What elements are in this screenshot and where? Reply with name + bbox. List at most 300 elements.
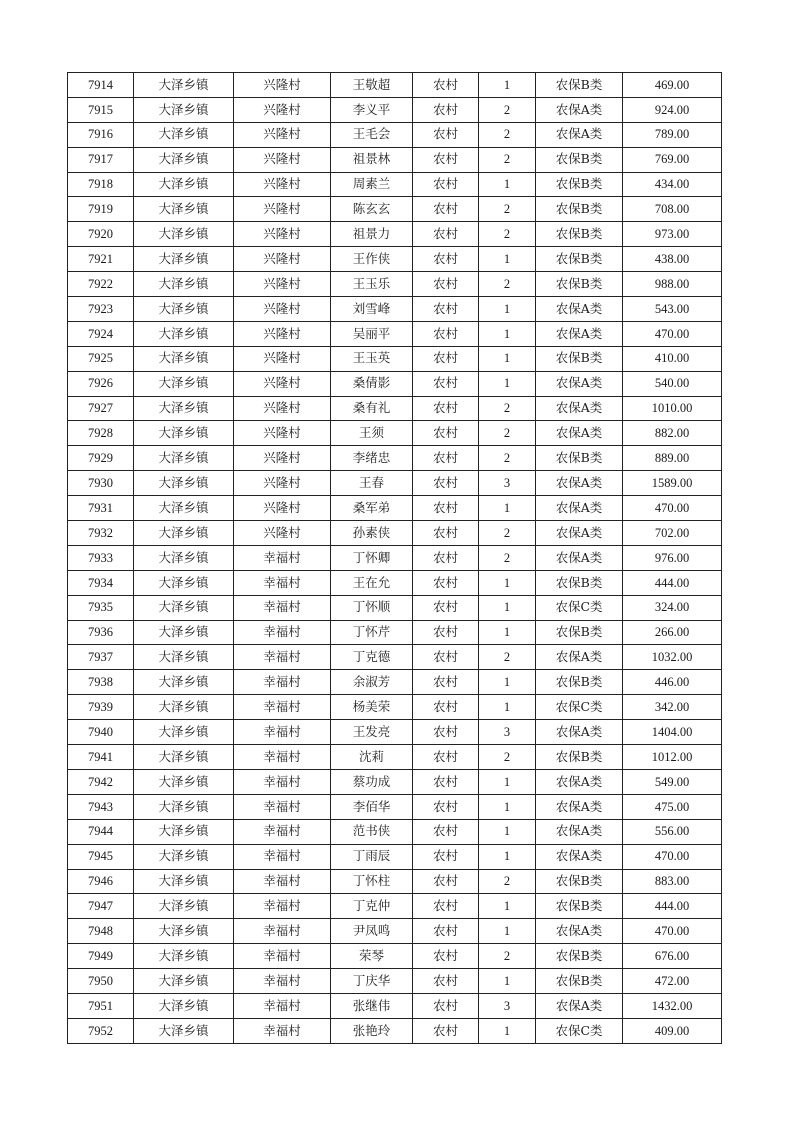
amount-cell: 1032.00 (623, 645, 722, 670)
village-cell: 兴隆村 (234, 471, 331, 496)
table-row (68, 97, 722, 122)
table-row (68, 1018, 722, 1043)
household-type-cell: 农村 (413, 346, 479, 371)
household-type-cell: 农村 (413, 645, 479, 670)
village-cell: 幸福村 (234, 545, 331, 570)
record-id-cell: 7931 (68, 496, 134, 521)
household-type-cell: 农村 (413, 471, 479, 496)
name-cell: 王玉英 (331, 346, 413, 371)
amount-cell: 676.00 (623, 944, 722, 969)
person-count-cell: 1 (479, 172, 536, 197)
amount-cell: 540.00 (623, 371, 722, 396)
name-cell: 蔡功成 (331, 769, 413, 794)
town-cell: 大泽乡镇 (134, 794, 234, 819)
amount-cell: 470.00 (623, 844, 722, 869)
household-type-cell: 农村 (413, 122, 479, 147)
town-cell: 大泽乡镇 (134, 919, 234, 944)
record-id-cell: 7922 (68, 272, 134, 297)
town-cell: 大泽乡镇 (134, 695, 234, 720)
town-cell: 大泽乡镇 (134, 321, 234, 346)
name-cell: 张继伟 (331, 993, 413, 1018)
person-count-cell: 1 (479, 894, 536, 919)
town-cell: 大泽乡镇 (134, 496, 234, 521)
table-row (68, 894, 722, 919)
insurance-category-cell: 农保A类 (536, 421, 623, 446)
village-cell: 幸福村 (234, 944, 331, 969)
household-type-cell: 农村 (413, 969, 479, 994)
amount-cell: 410.00 (623, 346, 722, 371)
village-cell: 兴隆村 (234, 122, 331, 147)
household-type-cell: 农村 (413, 371, 479, 396)
insurance-category-cell: 农保B类 (536, 620, 623, 645)
insurance-category-cell: 农保B类 (536, 745, 623, 770)
household-type-cell: 农村 (413, 695, 479, 720)
insurance-category-cell: 农保B类 (536, 147, 623, 172)
village-cell: 幸福村 (234, 620, 331, 645)
record-id-cell: 7944 (68, 819, 134, 844)
town-cell: 大泽乡镇 (134, 346, 234, 371)
amount-cell: 470.00 (623, 496, 722, 521)
insurance-category-cell: 农保A类 (536, 720, 623, 745)
record-id-cell: 7933 (68, 545, 134, 570)
household-type-cell: 农村 (413, 993, 479, 1018)
household-type-cell: 农村 (413, 247, 479, 272)
amount-cell: 1432.00 (623, 993, 722, 1018)
household-type-cell: 农村 (413, 869, 479, 894)
table-row (68, 346, 722, 371)
town-cell: 大泽乡镇 (134, 222, 234, 247)
amount-cell: 324.00 (623, 595, 722, 620)
record-id-cell: 7927 (68, 396, 134, 421)
person-count-cell: 1 (479, 1018, 536, 1043)
amount-cell: 342.00 (623, 695, 722, 720)
village-cell: 幸福村 (234, 745, 331, 770)
insurance-category-cell: 农保B类 (536, 73, 623, 98)
name-cell: 杨美荣 (331, 695, 413, 720)
record-id-cell: 7937 (68, 645, 134, 670)
name-cell: 丁雨辰 (331, 844, 413, 869)
record-id-cell: 7948 (68, 919, 134, 944)
table-row (68, 720, 722, 745)
name-cell: 尹凤鸣 (331, 919, 413, 944)
insurance-category-cell: 农保B类 (536, 570, 623, 595)
record-id-cell: 7936 (68, 620, 134, 645)
amount-cell: 469.00 (623, 73, 722, 98)
person-count-cell: 2 (479, 272, 536, 297)
village-cell: 兴隆村 (234, 272, 331, 297)
record-id-cell: 7945 (68, 844, 134, 869)
name-cell: 丁怀芹 (331, 620, 413, 645)
person-count-cell: 1 (479, 844, 536, 869)
household-type-cell: 农村 (413, 894, 479, 919)
table-row (68, 147, 722, 172)
record-id-cell: 7951 (68, 993, 134, 1018)
insurance-category-cell: 农保A类 (536, 122, 623, 147)
household-type-cell: 农村 (413, 794, 479, 819)
town-cell: 大泽乡镇 (134, 620, 234, 645)
household-type-cell: 农村 (413, 919, 479, 944)
person-count-cell: 1 (479, 321, 536, 346)
insurance-category-cell: 农保B类 (536, 869, 623, 894)
village-cell: 兴隆村 (234, 172, 331, 197)
table-row (68, 222, 722, 247)
record-id-cell: 7934 (68, 570, 134, 595)
table-row (68, 545, 722, 570)
household-type-cell: 农村 (413, 321, 479, 346)
amount-cell: 708.00 (623, 197, 722, 222)
table-row (68, 570, 722, 595)
village-cell: 幸福村 (234, 645, 331, 670)
name-cell: 刘雪峰 (331, 297, 413, 322)
record-id-cell: 7919 (68, 197, 134, 222)
amount-cell: 1012.00 (623, 745, 722, 770)
household-type-cell: 农村 (413, 595, 479, 620)
household-type-cell: 农村 (413, 396, 479, 421)
insurance-category-cell: 农保A类 (536, 496, 623, 521)
person-count-cell: 1 (479, 595, 536, 620)
table-row (68, 695, 722, 720)
table-row (68, 122, 722, 147)
person-count-cell: 2 (479, 545, 536, 570)
village-cell: 兴隆村 (234, 371, 331, 396)
amount-cell: 434.00 (623, 172, 722, 197)
name-cell: 丁怀顺 (331, 595, 413, 620)
amount-cell: 789.00 (623, 122, 722, 147)
village-cell: 幸福村 (234, 869, 331, 894)
town-cell: 大泽乡镇 (134, 993, 234, 1018)
town-cell: 大泽乡镇 (134, 122, 234, 147)
name-cell: 丁克仲 (331, 894, 413, 919)
household-type-cell: 农村 (413, 73, 479, 98)
village-cell: 兴隆村 (234, 247, 331, 272)
town-cell: 大泽乡镇 (134, 720, 234, 745)
village-cell: 兴隆村 (234, 446, 331, 471)
name-cell: 荣琴 (331, 944, 413, 969)
table-row (68, 272, 722, 297)
table-row (68, 944, 722, 969)
record-id-cell: 7949 (68, 944, 134, 969)
amount-cell: 1404.00 (623, 720, 722, 745)
person-count-cell: 1 (479, 371, 536, 396)
person-count-cell: 1 (479, 695, 536, 720)
insurance-category-cell: 农保B类 (536, 670, 623, 695)
records-table (67, 72, 722, 1044)
person-count-cell: 1 (479, 346, 536, 371)
town-cell: 大泽乡镇 (134, 471, 234, 496)
village-cell: 兴隆村 (234, 421, 331, 446)
household-type-cell: 农村 (413, 844, 479, 869)
amount-cell: 1589.00 (623, 471, 722, 496)
person-count-cell: 2 (479, 944, 536, 969)
record-id-cell: 7952 (68, 1018, 134, 1043)
town-cell: 大泽乡镇 (134, 396, 234, 421)
record-id-cell: 7930 (68, 471, 134, 496)
household-type-cell: 农村 (413, 819, 479, 844)
person-count-cell: 1 (479, 570, 536, 595)
table-row (68, 869, 722, 894)
name-cell: 吴丽平 (331, 321, 413, 346)
person-count-cell: 2 (479, 521, 536, 546)
record-id-cell: 7950 (68, 969, 134, 994)
name-cell: 王玉乐 (331, 272, 413, 297)
insurance-category-cell: 农保A类 (536, 297, 623, 322)
name-cell: 李绪忠 (331, 446, 413, 471)
person-count-cell: 1 (479, 819, 536, 844)
household-type-cell: 农村 (413, 97, 479, 122)
name-cell: 李义平 (331, 97, 413, 122)
household-type-cell: 农村 (413, 272, 479, 297)
insurance-category-cell: 农保A类 (536, 371, 623, 396)
table-row (68, 172, 722, 197)
amount-cell: 549.00 (623, 769, 722, 794)
person-count-cell: 1 (479, 794, 536, 819)
person-count-cell: 1 (479, 919, 536, 944)
name-cell: 孙素侠 (331, 521, 413, 546)
name-cell: 祖景力 (331, 222, 413, 247)
table-row (68, 496, 722, 521)
name-cell: 丁庆华 (331, 969, 413, 994)
amount-cell: 1010.00 (623, 396, 722, 421)
person-count-cell: 2 (479, 645, 536, 670)
insurance-category-cell: 农保B类 (536, 894, 623, 919)
name-cell: 丁怀卿 (331, 545, 413, 570)
insurance-category-cell: 农保A类 (536, 321, 623, 346)
table-row (68, 297, 722, 322)
name-cell: 桑有礼 (331, 396, 413, 421)
table-row (68, 645, 722, 670)
amount-cell: 543.00 (623, 297, 722, 322)
household-type-cell: 农村 (413, 172, 479, 197)
person-count-cell: 1 (479, 969, 536, 994)
name-cell: 周素兰 (331, 172, 413, 197)
insurance-category-cell: 农保B类 (536, 197, 623, 222)
amount-cell: 438.00 (623, 247, 722, 272)
village-cell: 兴隆村 (234, 73, 331, 98)
table-row (68, 321, 722, 346)
name-cell: 丁克德 (331, 645, 413, 670)
amount-cell: 889.00 (623, 446, 722, 471)
town-cell: 大泽乡镇 (134, 247, 234, 272)
village-cell: 兴隆村 (234, 147, 331, 172)
table-row (68, 371, 722, 396)
name-cell: 桑倩影 (331, 371, 413, 396)
village-cell: 兴隆村 (234, 222, 331, 247)
amount-cell: 924.00 (623, 97, 722, 122)
insurance-category-cell: 农保A类 (536, 97, 623, 122)
record-id-cell: 7921 (68, 247, 134, 272)
person-count-cell: 1 (479, 297, 536, 322)
record-id-cell: 7942 (68, 769, 134, 794)
village-cell: 幸福村 (234, 570, 331, 595)
amount-cell: 973.00 (623, 222, 722, 247)
village-cell: 幸福村 (234, 894, 331, 919)
name-cell: 王发亮 (331, 720, 413, 745)
insurance-category-cell: 农保B类 (536, 944, 623, 969)
table-row (68, 421, 722, 446)
village-cell: 兴隆村 (234, 297, 331, 322)
amount-cell: 472.00 (623, 969, 722, 994)
amount-cell: 988.00 (623, 272, 722, 297)
household-type-cell: 农村 (413, 521, 479, 546)
village-cell: 幸福村 (234, 819, 331, 844)
record-id-cell: 7923 (68, 297, 134, 322)
table-row (68, 919, 722, 944)
table-row (68, 521, 722, 546)
household-type-cell: 农村 (413, 297, 479, 322)
table-body (68, 73, 722, 1044)
amount-cell: 882.00 (623, 421, 722, 446)
village-cell: 幸福村 (234, 844, 331, 869)
village-cell: 幸福村 (234, 769, 331, 794)
person-count-cell: 2 (479, 745, 536, 770)
record-id-cell: 7917 (68, 147, 134, 172)
name-cell: 王在允 (331, 570, 413, 595)
village-cell: 幸福村 (234, 993, 331, 1018)
record-id-cell: 7947 (68, 894, 134, 919)
household-type-cell: 农村 (413, 197, 479, 222)
town-cell: 大泽乡镇 (134, 670, 234, 695)
insurance-category-cell: 农保A类 (536, 396, 623, 421)
name-cell: 桑军弟 (331, 496, 413, 521)
amount-cell: 883.00 (623, 869, 722, 894)
person-count-cell: 2 (479, 222, 536, 247)
record-id-cell: 7918 (68, 172, 134, 197)
table-row (68, 73, 722, 98)
town-cell: 大泽乡镇 (134, 944, 234, 969)
name-cell: 王须 (331, 421, 413, 446)
table-row (68, 993, 722, 1018)
household-type-cell: 农村 (413, 720, 479, 745)
town-cell: 大泽乡镇 (134, 769, 234, 794)
name-cell: 余淑芳 (331, 670, 413, 695)
village-cell: 兴隆村 (234, 197, 331, 222)
town-cell: 大泽乡镇 (134, 197, 234, 222)
record-id-cell: 7928 (68, 421, 134, 446)
town-cell: 大泽乡镇 (134, 297, 234, 322)
person-count-cell: 2 (479, 97, 536, 122)
town-cell: 大泽乡镇 (134, 869, 234, 894)
amount-cell: 702.00 (623, 521, 722, 546)
record-id-cell: 7916 (68, 122, 134, 147)
amount-cell: 409.00 (623, 1018, 722, 1043)
insurance-category-cell: 农保B类 (536, 969, 623, 994)
table-row (68, 595, 722, 620)
village-cell: 幸福村 (234, 919, 331, 944)
village-cell: 兴隆村 (234, 396, 331, 421)
person-count-cell: 1 (479, 73, 536, 98)
person-count-cell: 2 (479, 446, 536, 471)
record-id-cell: 7946 (68, 869, 134, 894)
table-row (68, 844, 722, 869)
name-cell: 李佰华 (331, 794, 413, 819)
insurance-category-cell: 农保A类 (536, 819, 623, 844)
household-type-cell: 农村 (413, 545, 479, 570)
amount-cell: 470.00 (623, 321, 722, 346)
person-count-cell: 1 (479, 496, 536, 521)
town-cell: 大泽乡镇 (134, 570, 234, 595)
person-count-cell: 2 (479, 869, 536, 894)
name-cell: 陈玄玄 (331, 197, 413, 222)
village-cell: 幸福村 (234, 1018, 331, 1043)
village-cell: 兴隆村 (234, 321, 331, 346)
person-count-cell: 1 (479, 670, 536, 695)
insurance-category-cell: 农保A类 (536, 645, 623, 670)
table-row (68, 247, 722, 272)
record-id-cell: 7943 (68, 794, 134, 819)
person-count-cell: 1 (479, 769, 536, 794)
household-type-cell: 农村 (413, 670, 479, 695)
insurance-category-cell: 农保B类 (536, 272, 623, 297)
household-type-cell: 农村 (413, 496, 479, 521)
table-row (68, 446, 722, 471)
table-row (68, 819, 722, 844)
village-cell: 兴隆村 (234, 496, 331, 521)
name-cell: 沈莉 (331, 745, 413, 770)
insurance-category-cell: 农保A类 (536, 794, 623, 819)
insurance-category-cell: 农保A类 (536, 521, 623, 546)
record-id-cell: 7914 (68, 73, 134, 98)
record-id-cell: 7940 (68, 720, 134, 745)
town-cell: 大泽乡镇 (134, 97, 234, 122)
insurance-category-cell: 农保B类 (536, 247, 623, 272)
table-row (68, 471, 722, 496)
village-cell: 兴隆村 (234, 521, 331, 546)
name-cell: 丁怀柱 (331, 869, 413, 894)
table-row (68, 670, 722, 695)
household-type-cell: 农村 (413, 570, 479, 595)
household-type-cell: 农村 (413, 222, 479, 247)
town-cell: 大泽乡镇 (134, 969, 234, 994)
village-cell: 兴隆村 (234, 97, 331, 122)
household-type-cell: 农村 (413, 421, 479, 446)
town-cell: 大泽乡镇 (134, 844, 234, 869)
village-cell: 幸福村 (234, 969, 331, 994)
household-type-cell: 农村 (413, 944, 479, 969)
household-type-cell: 农村 (413, 769, 479, 794)
amount-cell: 556.00 (623, 819, 722, 844)
name-cell: 范书侠 (331, 819, 413, 844)
town-cell: 大泽乡镇 (134, 819, 234, 844)
name-cell: 王作侠 (331, 247, 413, 272)
table-row (68, 197, 722, 222)
town-cell: 大泽乡镇 (134, 545, 234, 570)
record-id-cell: 7929 (68, 446, 134, 471)
name-cell: 王敬超 (331, 73, 413, 98)
insurance-category-cell: 农保B类 (536, 346, 623, 371)
household-type-cell: 农村 (413, 745, 479, 770)
insurance-category-cell: 农保C类 (536, 595, 623, 620)
person-count-cell: 3 (479, 993, 536, 1018)
household-type-cell: 农村 (413, 147, 479, 172)
town-cell: 大泽乡镇 (134, 272, 234, 297)
record-id-cell: 7915 (68, 97, 134, 122)
town-cell: 大泽乡镇 (134, 894, 234, 919)
amount-cell: 444.00 (623, 570, 722, 595)
table-row (68, 769, 722, 794)
record-id-cell: 7924 (68, 321, 134, 346)
amount-cell: 470.00 (623, 919, 722, 944)
village-cell: 幸福村 (234, 670, 331, 695)
amount-cell: 266.00 (623, 620, 722, 645)
insurance-category-cell: 农保B类 (536, 172, 623, 197)
town-cell: 大泽乡镇 (134, 371, 234, 396)
record-id-cell: 7920 (68, 222, 134, 247)
insurance-category-cell: 农保C类 (536, 1018, 623, 1043)
household-type-cell: 农村 (413, 446, 479, 471)
insurance-category-cell: 农保A类 (536, 769, 623, 794)
person-count-cell: 2 (479, 147, 536, 172)
table-row (68, 396, 722, 421)
